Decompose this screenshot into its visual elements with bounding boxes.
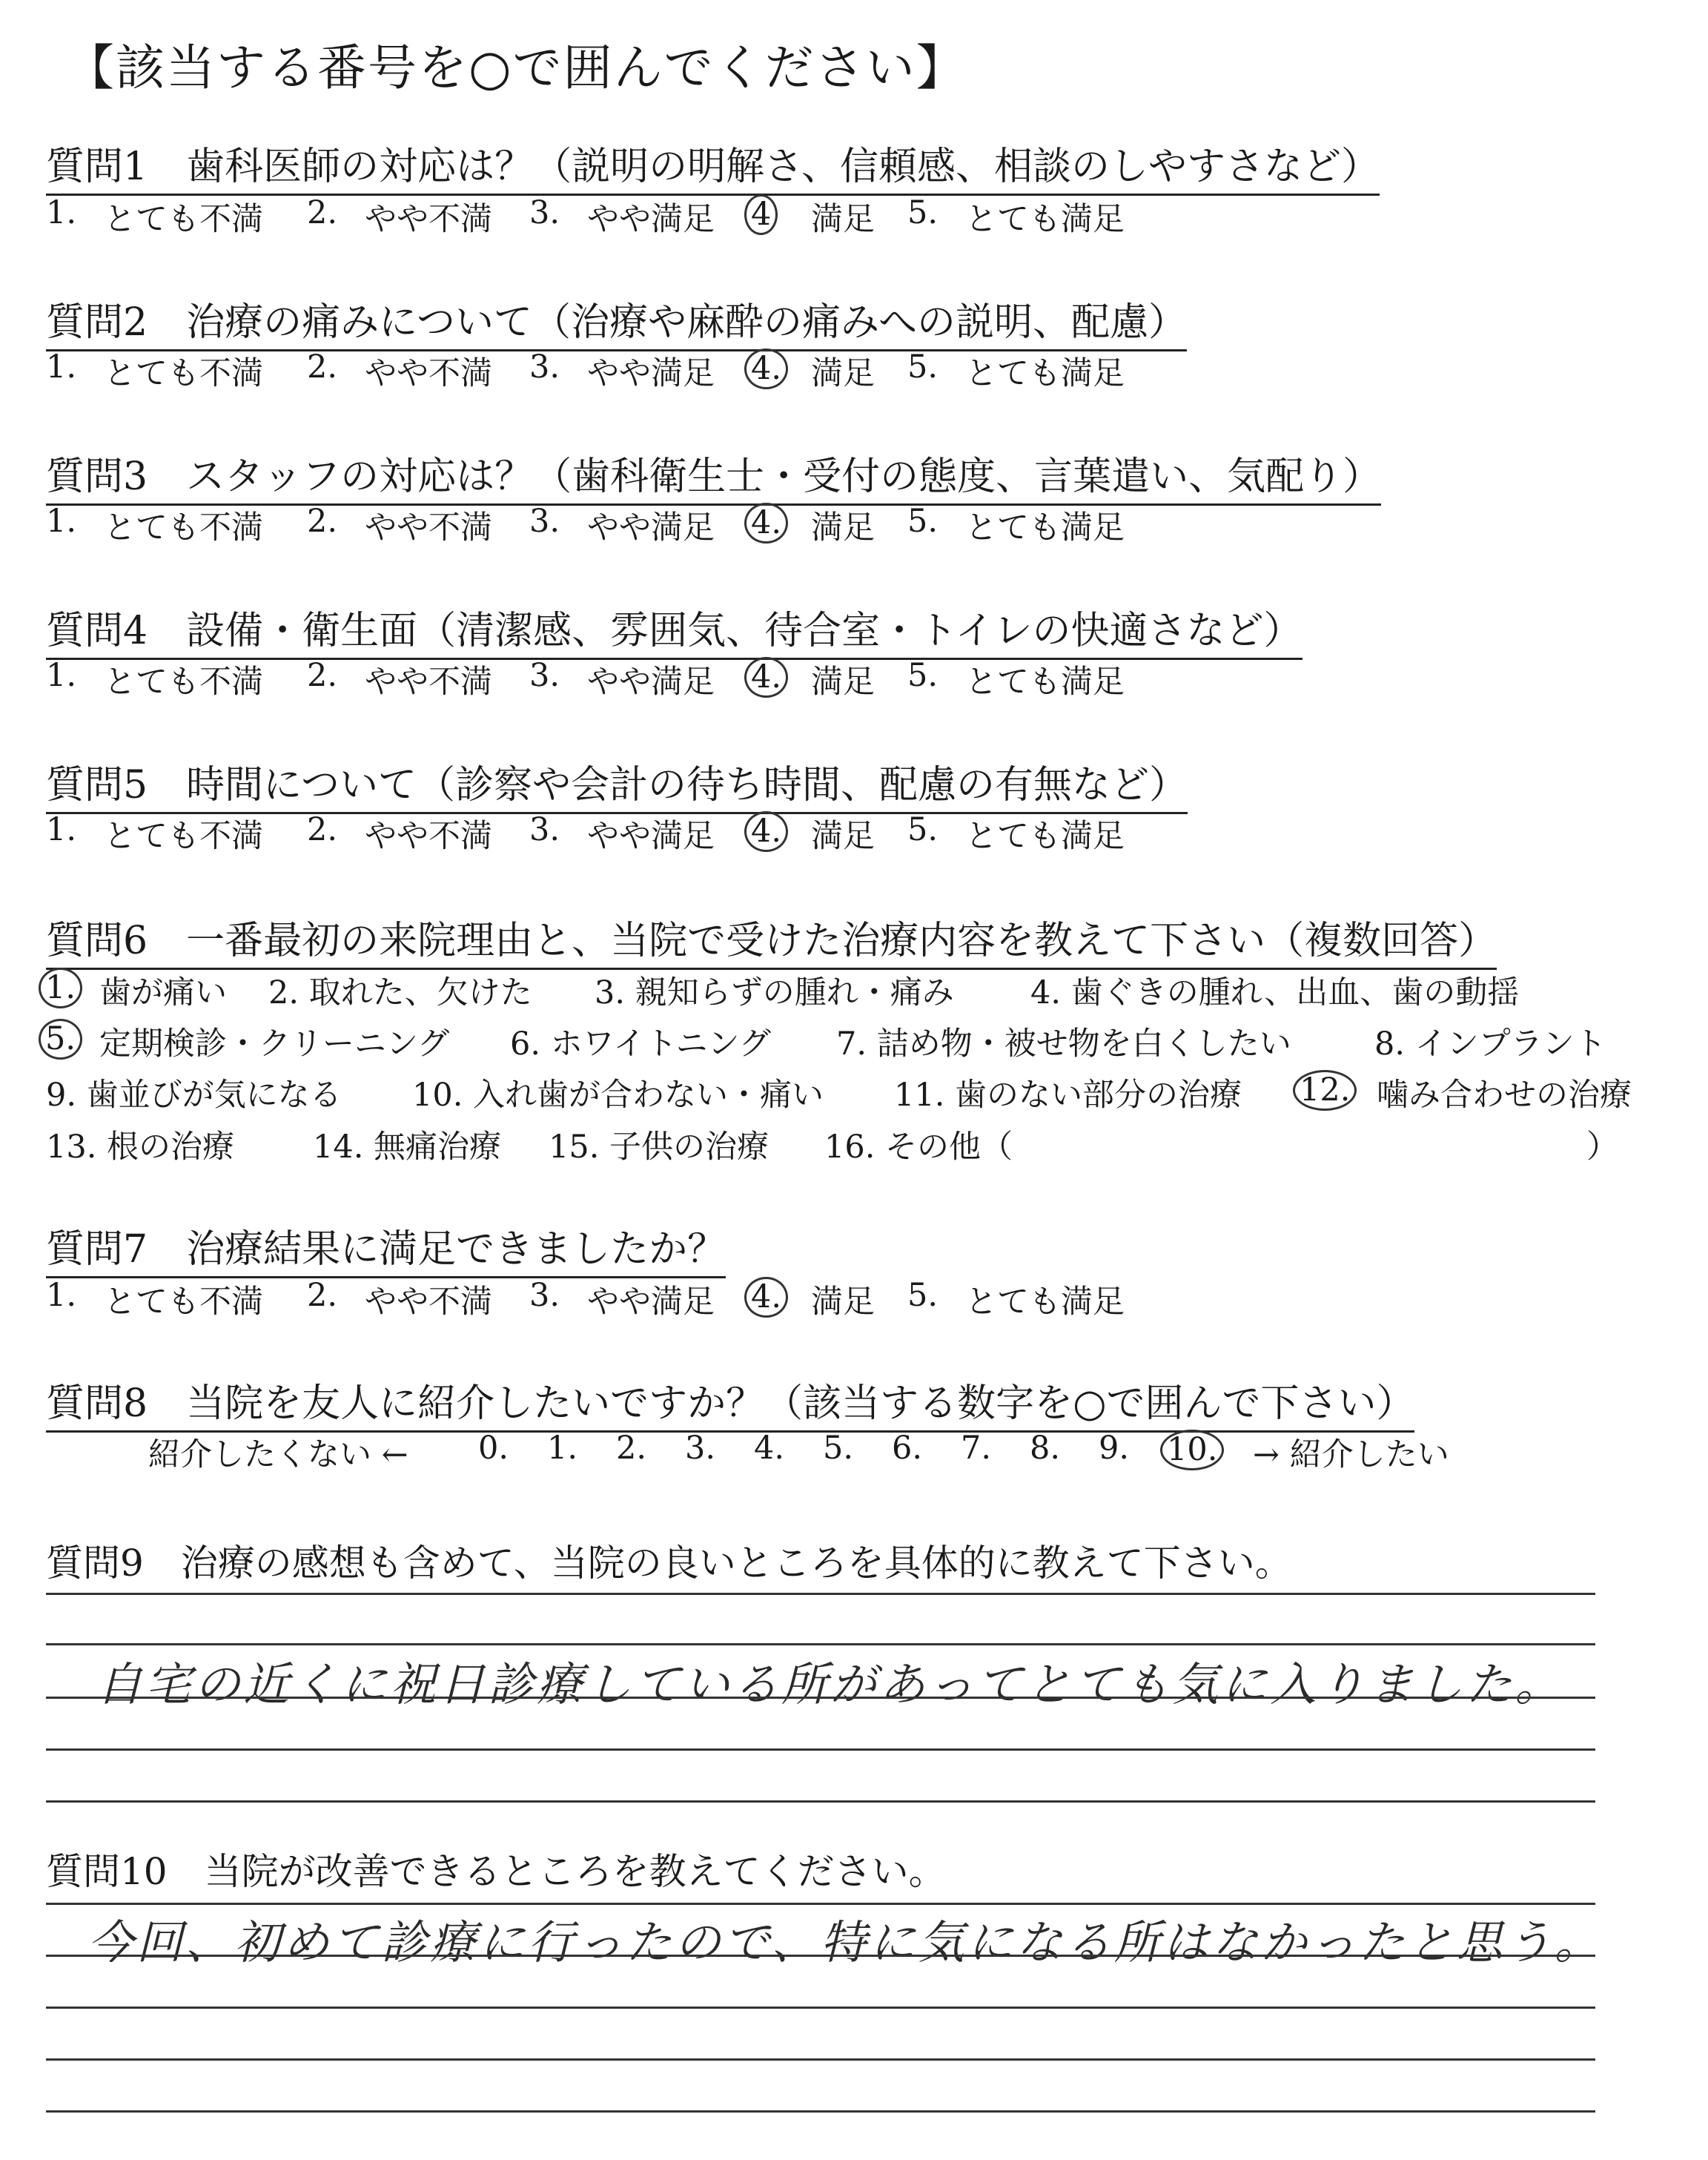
answer-line: [46, 2007, 1595, 2009]
q8-scale-6: 6.: [892, 1430, 923, 1467]
q8-scale-7: 7.: [961, 1430, 992, 1467]
opt-1-label: とても不満: [104, 818, 263, 855]
q6-opt-16-close: ）: [1586, 1129, 1618, 1166]
q8-scale: [148, 1430, 1557, 1474]
q8-scale-8: 8.: [1030, 1430, 1061, 1467]
opt-2-label: やや不満: [365, 664, 492, 701]
q6-title: 質問6 一番最初の来院理由と、当院で受けた治療内容を教えて下さい（複数回答）: [46, 909, 1497, 970]
q10-title: 質問10 当院が改善できるところを教えてください。: [46, 1850, 946, 1893]
q8-scale-0: 0.: [478, 1430, 509, 1467]
opt-3-num: 3.: [529, 349, 560, 386]
q6-opt-15: 15. 子供の治療: [549, 1129, 769, 1166]
q9-title: 質問9 治療の感想も含めて、当院の良いところを具体的に教えて下さい。: [46, 1542, 1292, 1585]
opt-1-num: 1.: [46, 657, 77, 694]
q8-scale-2: 2.: [616, 1430, 647, 1467]
answer-line: [46, 1697, 1595, 1699]
q2-title: 質問2 治療の痛みについて（治療や麻酔の痛みへの説明、配慮）: [46, 291, 1187, 351]
opt-4-label: 満足: [811, 818, 875, 855]
q5-options: [46, 811, 1232, 856]
q6-opt-6: 6. ホワイトニング: [510, 1025, 771, 1063]
opt-1-num: 1.: [46, 1277, 77, 1314]
opt-4-label: 満足: [811, 1284, 875, 1321]
opt-1-label: とても不満: [104, 201, 263, 238]
opt-3-num: 3.: [529, 811, 560, 848]
opt-3-num: 3.: [529, 503, 560, 540]
opt-4-selected[interactable]: 4.: [752, 811, 788, 852]
opt-3-num: 3.: [529, 194, 560, 231]
opt-5-num: 5.: [907, 657, 939, 694]
opt-5-num: 5.: [907, 349, 939, 386]
opt-5-label: とても満足: [965, 355, 1125, 392]
opt-1-label: とても不満: [104, 1284, 263, 1321]
q8-title: 質問8 当院を友人に紹介したいですか？（該当する数字を○で囲んで下さい）: [46, 1372, 1414, 1433]
q6-row-4: [46, 1122, 1640, 1166]
q6-opt-1-selected[interactable]: 1.: [46, 968, 82, 1008]
opt-2-num: 2.: [307, 503, 338, 540]
opt-3-label: やや満足: [587, 1284, 715, 1321]
opt-3-num: 3.: [529, 657, 560, 694]
opt-4-label: 満足: [811, 509, 875, 546]
opt-2-num: 2.: [307, 349, 338, 386]
opt-4-selected[interactable]: 4.: [752, 657, 788, 698]
opt-5-num: 5.: [907, 194, 939, 231]
q6-opt-10: 10. 入れ歯が合わない・痛い: [412, 1077, 824, 1114]
q6-opt-9: 9. 歯並びが気になる: [46, 1077, 342, 1114]
q6-opt-2: 2. 取れた、欠けた: [268, 974, 532, 1011]
opt-1-num: 1.: [46, 811, 77, 848]
q6-opt-3: 3. 親知らずの腫れ・痛み: [595, 974, 954, 1011]
opt-4-selected[interactable]: 4: [752, 194, 778, 235]
opt-2-label: やや不満: [365, 201, 492, 238]
answer-line: [46, 1800, 1595, 1803]
opt-5-num: 5.: [907, 811, 939, 848]
q6-opt-7: 7. 詰め物・被せ物を白くしたい: [836, 1025, 1291, 1063]
q6-row-1: [46, 968, 1640, 1012]
opt-5-label: とても満足: [965, 201, 1125, 238]
q1-title: 質問1 歯科医師の対応は？（説明の明解さ、信頼感、相談のしやすさなど）: [46, 135, 1380, 196]
opt-3-label: やや満足: [587, 201, 715, 238]
q6-opt-11: 11. 歯のない部分の治療: [894, 1077, 1242, 1114]
form-instruction-header: 【該当する番号を○で囲んでください】: [65, 39, 967, 96]
q5-title: 質問5 時間について（診察や会計の待ち時間、配慮の有無など）: [46, 753, 1188, 814]
q7-title: 質問7 治療結果に満足できましたか？: [46, 1218, 726, 1278]
opt-2-num: 2.: [307, 811, 338, 848]
q6-opt-5-label: 定期検診・クリーニング: [99, 1025, 450, 1063]
q8-scale-5: 5.: [823, 1430, 854, 1467]
q6-opt-4: 4. 歯ぐきの腫れ、出血、歯の動揺: [1030, 974, 1520, 1011]
answer-line: [46, 1593, 1595, 1595]
answer-line: [46, 1903, 1595, 1905]
q6-opt-16: 16. その他（: [824, 1129, 1013, 1166]
q8-scale-10-selected[interactable]: 10.: [1168, 1430, 1224, 1470]
opt-3-label: やや満足: [587, 355, 715, 392]
opt-3-label: やや満足: [587, 664, 715, 701]
q8-scale-4: 4.: [754, 1430, 785, 1467]
q10-handwritten-answer[interactable]: 今回、初めて診療に行ったので、特に気になる所はなかったと思う。: [87, 1915, 1603, 1969]
opt-5-num: 5.: [907, 1277, 939, 1314]
opt-2-label: やや不満: [365, 509, 492, 546]
opt-3-label: やや満足: [587, 818, 715, 855]
opt-1-label: とても不満: [104, 509, 263, 546]
answer-line: [46, 1955, 1595, 1957]
q6-opt-12-selected[interactable]: 12.: [1300, 1070, 1357, 1111]
opt-1-label: とても不満: [104, 355, 263, 392]
q6-row-2: [46, 1019, 1640, 1063]
opt-5-label: とても満足: [965, 1284, 1125, 1321]
opt-2-label: やや不満: [365, 818, 492, 855]
answer-line: [46, 2058, 1595, 2061]
q3-title: 質問3 スタッフの対応は？（歯科衛生士・受付の態度、言葉遣い、気配り）: [46, 445, 1381, 506]
answer-line: [46, 1748, 1595, 1751]
q4-options: [46, 657, 1232, 701]
opt-5-label: とても満足: [965, 664, 1125, 701]
opt-4-label: 満足: [811, 355, 875, 392]
q9-handwritten-answer[interactable]: 自宅の近くに祝日診療している所があってとても気に入りました。: [96, 1657, 1564, 1711]
q7-options: [46, 1277, 1232, 1321]
opt-2-num: 2.: [307, 1277, 338, 1314]
opt-4-selected[interactable]: 4.: [752, 349, 788, 389]
q6-opt-1-label: 歯が痛い: [99, 974, 227, 1011]
answer-line: [46, 2110, 1595, 2113]
q6-opt-5-selected[interactable]: 5.: [46, 1019, 82, 1060]
q1-options: [46, 194, 1232, 239]
q6-row-3: [46, 1070, 1640, 1114]
opt-1-num: 1.: [46, 194, 77, 231]
q6-opt-8: 8. インプラント: [1374, 1025, 1606, 1063]
opt-1-label: とても不満: [104, 664, 263, 701]
opt-5-label: とても満足: [965, 818, 1125, 855]
q3-options: [46, 503, 1232, 547]
opt-4-label: 満足: [811, 201, 875, 238]
opt-4-selected[interactable]: 4.: [752, 503, 788, 544]
q6-opt-14: 14. 無痛治療: [313, 1129, 502, 1166]
opt-1-num: 1.: [46, 503, 77, 540]
opt-5-label: とても満足: [965, 509, 1125, 546]
opt-1-num: 1.: [46, 349, 77, 386]
answer-line: [46, 1643, 1595, 1645]
opt-2-label: やや不満: [365, 1284, 492, 1321]
opt-3-num: 3.: [529, 1277, 560, 1314]
q8-scale-3: 3.: [685, 1430, 716, 1467]
opt-4-label: 満足: [811, 664, 875, 701]
q6-opt-13: 13. 根の治療: [46, 1129, 235, 1166]
q6-opt-12-label: 噛み合わせの治療: [1377, 1077, 1632, 1114]
opt-2-label: やや不満: [365, 355, 492, 392]
opt-3-label: やや満足: [587, 509, 715, 546]
q8-right-label: → 紹介したい: [1253, 1436, 1449, 1473]
q8-scale-1: 1.: [547, 1430, 578, 1467]
opt-4-selected[interactable]: 4.: [752, 1277, 788, 1318]
opt-5-num: 5.: [907, 503, 939, 540]
q8-left-label: 紹介したくない ←: [148, 1436, 408, 1473]
q2-options: [46, 349, 1232, 393]
q8-scale-9: 9.: [1099, 1430, 1130, 1467]
opt-2-num: 2.: [307, 657, 338, 694]
q4-title: 質問4 設備・衛生面（清潔感、雰囲気、待合室・トイレの快適さなど）: [46, 599, 1302, 660]
opt-2-num: 2.: [307, 194, 338, 231]
